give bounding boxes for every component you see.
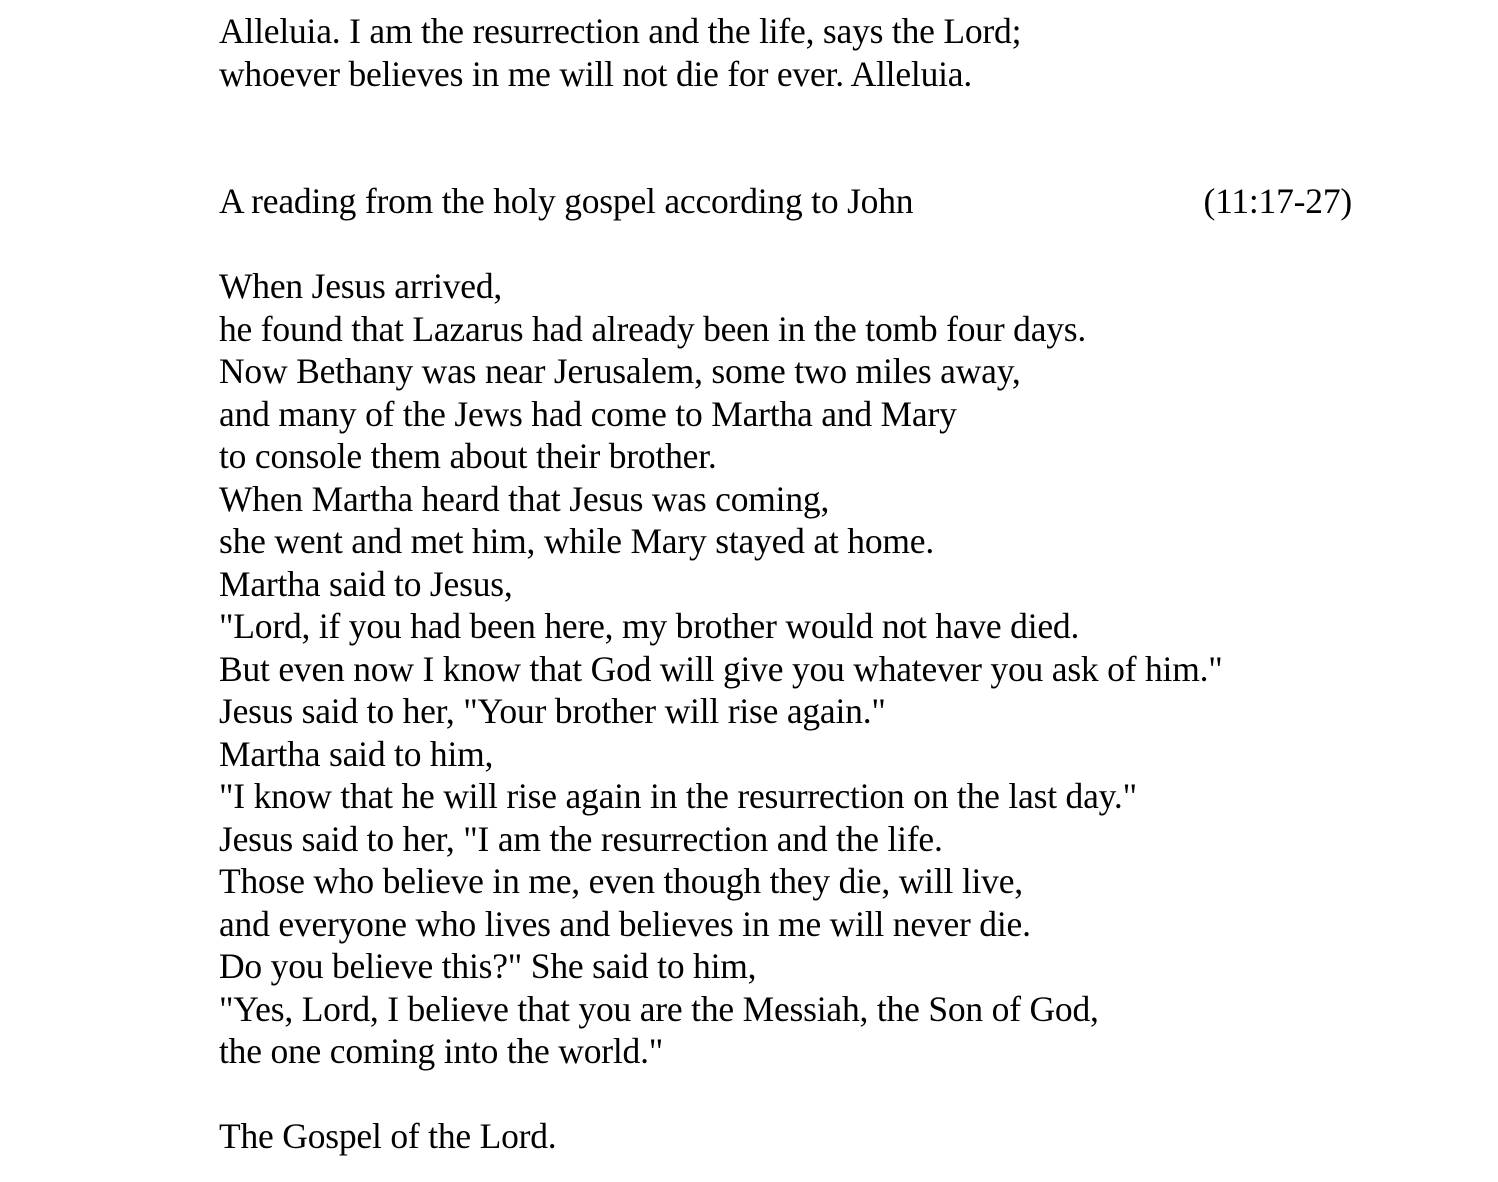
reading-line: "I know that he will rise again in the resurrection on the last day." (219, 776, 1137, 816)
reading-line: Jesus said to her, "Your brother will rise again." (219, 691, 886, 731)
reading-line: Martha said to Jesus, (219, 563, 513, 604)
reading-citation: (11:17-27) (1203, 181, 1352, 221)
reading-line: But even now I know that God will give you whatever you ask of him." (219, 648, 1223, 689)
reading-closing: The Gospel of the Lord. (219, 1116, 557, 1156)
reading-text (219, 265, 1359, 1073)
reading-line: he found that Lazarus had already been in the tomb four days. (219, 308, 1087, 349)
reading-line: Those who believe in me, even though they die, will live, (219, 861, 1023, 901)
reading-line: Do you believe this?" She said to him, (219, 946, 757, 986)
reading-line: When Martha heard that Jesus was coming, (219, 478, 830, 519)
reading-line: she went and met him, while Mary stayed at home. (219, 521, 935, 561)
reading-line: "Yes, Lord, I believe that you are the Messiah, the Son of God, (219, 988, 1099, 1029)
reading-line: and many of the Jews had come to Martha and Mary (219, 393, 957, 434)
reading-line: and everyone who lives and believes in me will never die. (219, 903, 1031, 944)
reading-heading (219, 180, 1352, 223)
document-body (219, 10, 1359, 1158)
reading-line: to console them about their brother. (219, 436, 717, 476)
reading-line: the one coming into the world." (219, 1031, 664, 1071)
reading-line: Martha said to him, (219, 733, 494, 774)
reading-title: A reading from the holy gospel according to John (219, 181, 914, 221)
reading-line: Now Bethany was near Jerusalem, some two miles away, (219, 351, 1021, 391)
reading-line: "Lord, if you had been here, my brother would not have died. (219, 606, 1080, 646)
acclamation-line: whoever believes in me will not die for ever. Alleluia. (219, 53, 973, 94)
reading-line: Jesus said to her, "I am the resurrection and the life. (219, 818, 943, 859)
reading-line: When Jesus arrived, (219, 266, 503, 306)
acclamation-line: Alleluia. I am the resurrection and the life, says the Lord; (219, 11, 1022, 51)
